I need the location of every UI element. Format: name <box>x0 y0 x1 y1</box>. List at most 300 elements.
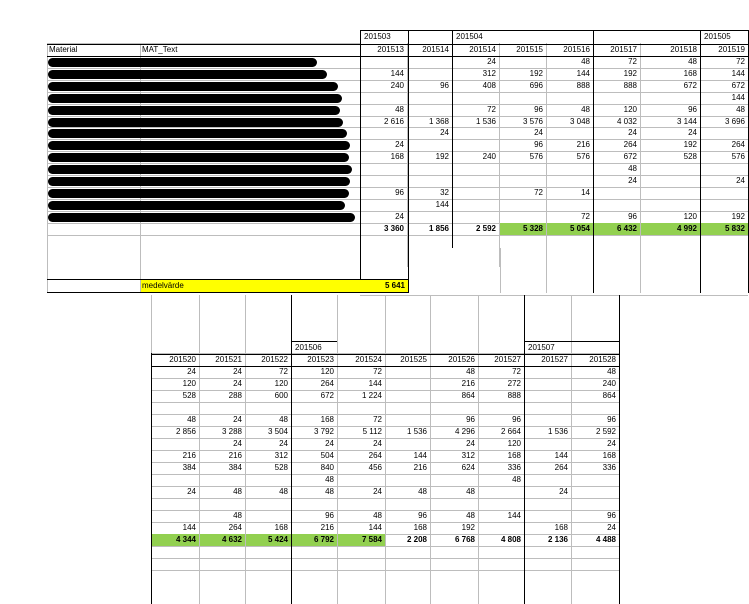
table-cell: 48 <box>688 57 697 66</box>
table-cell: 96 <box>440 80 449 90</box>
table-cell: 144 <box>507 511 521 520</box>
table-cell: 48 <box>373 511 382 520</box>
table-cell: 96 <box>607 415 616 424</box>
table-cell: 72 <box>534 187 543 197</box>
month-header: 201503 <box>364 32 391 41</box>
table-cell: 144 <box>182 523 196 532</box>
table-cell <box>452 175 499 187</box>
mat-text-column-header: MAT_Text <box>142 45 178 54</box>
table-cell: 168 <box>683 68 697 78</box>
table-cell: 24 <box>487 57 496 66</box>
grid-line <box>47 68 360 69</box>
grid-line <box>47 127 360 128</box>
week-header: 201524 <box>355 355 382 364</box>
table-cell: 24 <box>233 439 242 448</box>
table-cell: 2 856 <box>175 427 196 436</box>
table-cell <box>524 402 571 414</box>
table-cell: 32 <box>440 187 449 197</box>
table-cell: 840 <box>320 463 334 472</box>
table-cell <box>407 211 452 223</box>
total-cell: 2 208 <box>406 535 427 544</box>
table-cell <box>360 92 407 104</box>
redacted-material-row <box>48 189 349 198</box>
table-cell <box>245 474 291 486</box>
grid-line <box>47 139 360 140</box>
table-cell: 72 <box>628 57 637 66</box>
table-cell: 168 <box>554 523 568 532</box>
table-cell <box>360 199 407 211</box>
table-cell <box>499 56 546 68</box>
redacted-material-row <box>48 94 342 103</box>
total-cell: 4 344 <box>175 535 196 544</box>
table-cell: 24 <box>466 439 475 448</box>
table-cell <box>385 438 430 450</box>
total-cell: 6 768 <box>454 535 475 544</box>
table-cell: 48 <box>466 511 475 520</box>
redacted-material-row <box>48 82 338 91</box>
grid-line <box>360 295 748 296</box>
table-cell <box>524 498 571 510</box>
table-cell: 672 <box>683 80 697 90</box>
table-cell <box>524 378 571 390</box>
table-cell: 456 <box>368 463 382 472</box>
table-cell <box>593 199 640 211</box>
redacted-material-row <box>48 106 340 115</box>
table-cell: 48 <box>736 104 745 114</box>
table-cell: 216 <box>228 451 242 460</box>
table-cell: 144 <box>554 451 568 460</box>
table-cell <box>640 163 700 175</box>
table-cell: 528 <box>274 463 288 472</box>
table-cell: 192 <box>529 68 543 78</box>
table-cell: 408 <box>482 80 496 90</box>
table-cell: 576 <box>576 152 590 162</box>
table-cell: 864 <box>602 391 616 400</box>
table-cell: 96 <box>418 511 427 520</box>
table-cell <box>546 163 593 175</box>
table-cell: 96 <box>395 187 404 197</box>
table-cell <box>452 199 499 211</box>
month-header: 201505 <box>704 32 731 41</box>
redacted-material-row <box>48 141 350 150</box>
total-cell: 5 054 <box>569 223 590 233</box>
table-cell: 312 <box>482 68 496 78</box>
table-cell: 24 <box>534 128 543 138</box>
table-cell: 216 <box>182 451 196 460</box>
table-cell: 24 <box>607 439 616 448</box>
table-cell <box>524 414 571 426</box>
table-cell: 192 <box>731 211 745 221</box>
table-cell: 96 <box>325 511 334 520</box>
table-cell: 48 <box>233 511 242 520</box>
table-cell: 888 <box>623 80 637 90</box>
total-cell: 1 856 <box>428 223 449 233</box>
table-cell: 96 <box>607 511 616 520</box>
table-cell <box>571 486 619 498</box>
table-cell <box>478 498 524 510</box>
month-header: 201504 <box>456 32 483 41</box>
table-cell: 24 <box>628 176 637 185</box>
week-header: 201526 <box>448 355 475 364</box>
table-cell <box>524 510 571 522</box>
table-cell: 2 664 <box>500 427 521 436</box>
table-cell: 576 <box>731 152 745 162</box>
total-cell: 4 808 <box>500 535 521 544</box>
grid-line <box>47 235 360 236</box>
table-cell: 48 <box>325 475 334 484</box>
table-cell: 1 224 <box>361 391 382 400</box>
table-cell: 96 <box>688 104 697 114</box>
table-cell <box>291 402 337 414</box>
table-cell <box>291 498 337 510</box>
table-cell <box>499 211 546 223</box>
table-cell <box>151 402 199 414</box>
table-cell: 312 <box>274 451 288 460</box>
table-cell: 24 <box>233 367 242 376</box>
table-cell <box>478 522 524 534</box>
grid-line <box>47 199 360 200</box>
grid-line <box>47 223 360 224</box>
week-header: 201514 <box>422 45 449 54</box>
table-cell: 24 <box>233 379 242 388</box>
table-cell <box>700 199 748 211</box>
table-cell: 888 <box>507 391 521 400</box>
table-cell: 14 <box>581 187 590 197</box>
table-cell <box>245 498 291 510</box>
redacted-material-row <box>48 118 343 127</box>
week-header: 201527 <box>541 355 568 364</box>
week-header: 201515 <box>516 45 543 54</box>
week-header: 201528 <box>589 355 616 364</box>
table-cell: 168 <box>413 523 427 532</box>
week-header: 201521 <box>215 355 242 364</box>
grid-line <box>47 211 360 212</box>
table-cell: 1 368 <box>428 116 449 126</box>
table-cell: 120 <box>274 379 288 388</box>
table-cell: 144 <box>576 68 590 78</box>
table-cell: 264 <box>554 463 568 472</box>
table-cell: 672 <box>731 80 745 90</box>
table-cell <box>546 199 593 211</box>
table-cell <box>151 474 199 486</box>
table-cell <box>407 104 452 116</box>
table-cell: 192 <box>623 68 637 78</box>
table-cell <box>337 402 385 414</box>
table-cell: 168 <box>507 451 521 460</box>
table-cell: 48 <box>466 487 475 496</box>
table-cell <box>499 163 546 175</box>
table-cell <box>407 175 452 187</box>
week-header: 201520 <box>169 355 196 364</box>
table-cell: 216 <box>576 140 590 150</box>
table-cell: 24 <box>187 367 196 376</box>
table-cell: 3 792 <box>313 427 334 436</box>
table-cell <box>385 366 430 378</box>
table-cell: 48 <box>279 415 288 424</box>
table-cell <box>700 127 748 139</box>
table-cell: 96 <box>512 415 521 424</box>
table-cell <box>337 474 385 486</box>
table-cell <box>478 402 524 414</box>
table-cell: 72 <box>736 57 745 66</box>
table-cell: 888 <box>576 80 590 90</box>
table-cell: 192 <box>435 152 449 162</box>
grid-line <box>47 92 360 93</box>
redacted-material-row <box>48 58 317 67</box>
table-cell <box>407 56 452 68</box>
table-cell <box>452 163 499 175</box>
table-cell: 96 <box>534 140 543 150</box>
table-cell: 336 <box>602 463 616 472</box>
table-cell: 192 <box>683 140 697 150</box>
table-cell: 264 <box>731 140 745 150</box>
table-cell: 24 <box>736 176 745 185</box>
table-cell: 216 <box>413 463 427 472</box>
redacted-material-row <box>48 201 345 210</box>
table-cell: 600 <box>274 391 288 400</box>
table-cell: 336 <box>507 463 521 472</box>
table-cell: 192 <box>461 523 475 532</box>
table-cell <box>524 366 571 378</box>
total-cell: 3 360 <box>383 223 404 233</box>
table-cell <box>360 56 407 68</box>
table-cell: 288 <box>228 391 242 400</box>
table-cell: 1 536 <box>475 116 496 126</box>
table-cell <box>430 474 478 486</box>
table-cell <box>430 498 478 510</box>
table-cell <box>337 498 385 510</box>
total-cell: 6 432 <box>616 223 637 233</box>
table-cell: 624 <box>461 463 475 472</box>
grid-line <box>151 558 619 559</box>
table-cell <box>430 402 478 414</box>
week-header: 201527 <box>494 355 521 364</box>
redacted-material-row <box>48 213 355 222</box>
table-cell: 96 <box>628 211 637 221</box>
table-cell: 264 <box>320 379 334 388</box>
month-header: 201507 <box>528 343 555 352</box>
table-cell <box>640 199 700 211</box>
table-cell: 48 <box>512 475 521 484</box>
average-value: 5 641 <box>384 281 405 290</box>
total-cell: 4 632 <box>221 535 242 544</box>
redacted-material-row <box>48 129 347 138</box>
table-cell <box>524 438 571 450</box>
table-cell <box>452 187 499 199</box>
table-cell: 144 <box>368 379 382 388</box>
table-cell <box>245 402 291 414</box>
table-cell: 24 <box>325 439 334 448</box>
table-cell: 24 <box>279 439 288 448</box>
table-cell: 24 <box>628 128 637 138</box>
table-cell: 240 <box>390 80 404 90</box>
table-cell: 264 <box>228 523 242 532</box>
table-cell: 696 <box>529 80 543 90</box>
table-cell: 240 <box>482 152 496 162</box>
table-cell <box>700 163 748 175</box>
table-cell: 48 <box>279 487 288 496</box>
table-cell <box>499 175 546 187</box>
total-cell: 5 328 <box>522 223 543 233</box>
table-cell: 168 <box>602 451 616 460</box>
table-cell <box>571 474 619 486</box>
total-cell: 7 584 <box>361 535 382 544</box>
total-cell: 4 488 <box>595 535 616 544</box>
table-cell <box>385 414 430 426</box>
redacted-material-row <box>48 165 352 174</box>
table-cell: 120 <box>320 367 334 376</box>
grid-line <box>151 546 619 547</box>
table-cell <box>199 402 245 414</box>
table-cell: 168 <box>390 152 404 162</box>
table-cell <box>524 474 571 486</box>
table-cell <box>245 510 291 522</box>
grid-line <box>47 163 360 164</box>
table-cell: 312 <box>461 451 475 460</box>
redacted-material-row <box>48 177 350 186</box>
redacted-material-row <box>48 153 349 162</box>
table-cell <box>478 486 524 498</box>
table-cell <box>546 92 593 104</box>
week-header: 201517 <box>610 45 637 54</box>
week-header: 201514 <box>469 45 496 54</box>
table-cell: 528 <box>182 391 196 400</box>
table-cell: 216 <box>461 379 475 388</box>
table-cell <box>385 402 430 414</box>
table-cell <box>385 390 430 402</box>
table-cell: 216 <box>320 523 334 532</box>
grid-line <box>47 292 408 293</box>
table-cell: 144 <box>435 199 449 209</box>
table-cell <box>407 139 452 151</box>
grid-line <box>151 570 619 571</box>
total-cell: 2 136 <box>547 535 568 544</box>
table-cell <box>452 92 499 104</box>
table-cell <box>385 498 430 510</box>
table-cell: 48 <box>628 164 637 174</box>
week-header: 201522 <box>261 355 288 364</box>
grid-line <box>47 187 360 188</box>
total-cell: 4 992 <box>676 223 697 233</box>
table-cell: 2 592 <box>595 427 616 436</box>
grid-line <box>47 151 360 152</box>
table-cell: 3 144 <box>676 116 697 126</box>
table-cell: 24 <box>373 487 382 496</box>
table-cell <box>593 92 640 104</box>
grid-line <box>47 175 360 176</box>
table-cell <box>151 498 199 510</box>
table-cell: 120 <box>623 104 637 114</box>
material-column-header: Material <box>49 45 78 54</box>
total-cell: 5 424 <box>267 535 288 544</box>
week-header: 201518 <box>670 45 697 54</box>
table-cell: 384 <box>228 463 242 472</box>
total-cell: 2 592 <box>475 223 496 233</box>
grid-line <box>360 235 748 236</box>
table-cell: 504 <box>320 451 334 460</box>
table-cell: 576 <box>529 152 543 162</box>
table-cell: 272 <box>507 379 521 388</box>
table-cell: 672 <box>320 391 334 400</box>
table-cell <box>360 127 407 139</box>
table-cell: 72 <box>279 367 288 376</box>
grid-line <box>500 248 501 293</box>
table-cell <box>499 92 546 104</box>
week-header: 201523 <box>307 355 334 364</box>
table-cell: 144 <box>413 451 427 460</box>
table-cell: 96 <box>534 104 543 114</box>
table-cell <box>640 92 700 104</box>
average-label: medelvärde <box>142 281 184 290</box>
table-cell: 120 <box>507 439 521 448</box>
grid-line <box>47 80 360 81</box>
table-cell: 24 <box>559 487 568 496</box>
table-cell: 24 <box>607 523 616 532</box>
table-cell: 144 <box>731 68 745 78</box>
grid-line <box>47 116 360 117</box>
week-header: 201519 <box>718 45 745 54</box>
month-header: 201506 <box>295 343 322 352</box>
table-cell: 1 536 <box>547 427 568 436</box>
table-cell <box>452 139 499 151</box>
table-cell: 168 <box>274 523 288 532</box>
table-cell: 144 <box>390 68 404 78</box>
total-cell: 6 792 <box>313 535 334 544</box>
table-cell: 72 <box>581 211 590 221</box>
table-cell: 120 <box>182 379 196 388</box>
week-header: 201516 <box>563 45 590 54</box>
table-cell: 1 536 <box>406 427 427 436</box>
table-cell: 24 <box>187 487 196 496</box>
table-cell <box>407 68 452 80</box>
table-cell: 144 <box>368 523 382 532</box>
table-cell: 24 <box>688 128 697 138</box>
table-cell: 384 <box>182 463 196 472</box>
week-header: 201513 <box>377 45 404 54</box>
table-cell: 672 <box>623 152 637 162</box>
table-cell: 3 696 <box>724 116 745 126</box>
table-cell <box>571 402 619 414</box>
table-cell <box>360 175 407 187</box>
table-cell <box>199 498 245 510</box>
grid-line <box>47 104 360 105</box>
week-header: 201525 <box>400 355 427 364</box>
table-cell <box>452 127 499 139</box>
table-cell: 48 <box>187 415 196 424</box>
table-cell <box>407 92 452 104</box>
table-cell <box>199 474 245 486</box>
table-cell: 4 032 <box>616 116 637 126</box>
table-cell: 4 296 <box>454 427 475 436</box>
table-cell <box>385 378 430 390</box>
table-cell <box>640 187 700 199</box>
table-cell: 3 288 <box>221 427 242 436</box>
table-cell: 72 <box>373 415 382 424</box>
table-cell: 72 <box>487 104 496 114</box>
table-cell: 528 <box>683 152 697 162</box>
table-cell: 144 <box>731 92 745 102</box>
table-cell: 264 <box>623 140 637 150</box>
table-cell <box>546 127 593 139</box>
table-cell: 3 504 <box>267 427 288 436</box>
table-cell: 48 <box>581 57 590 66</box>
table-cell: 168 <box>320 415 334 424</box>
table-cell: 24 <box>395 140 404 150</box>
table-cell: 72 <box>373 367 382 376</box>
table-cell: 96 <box>466 415 475 424</box>
table-cell <box>571 498 619 510</box>
table-cell: 48 <box>418 487 427 496</box>
